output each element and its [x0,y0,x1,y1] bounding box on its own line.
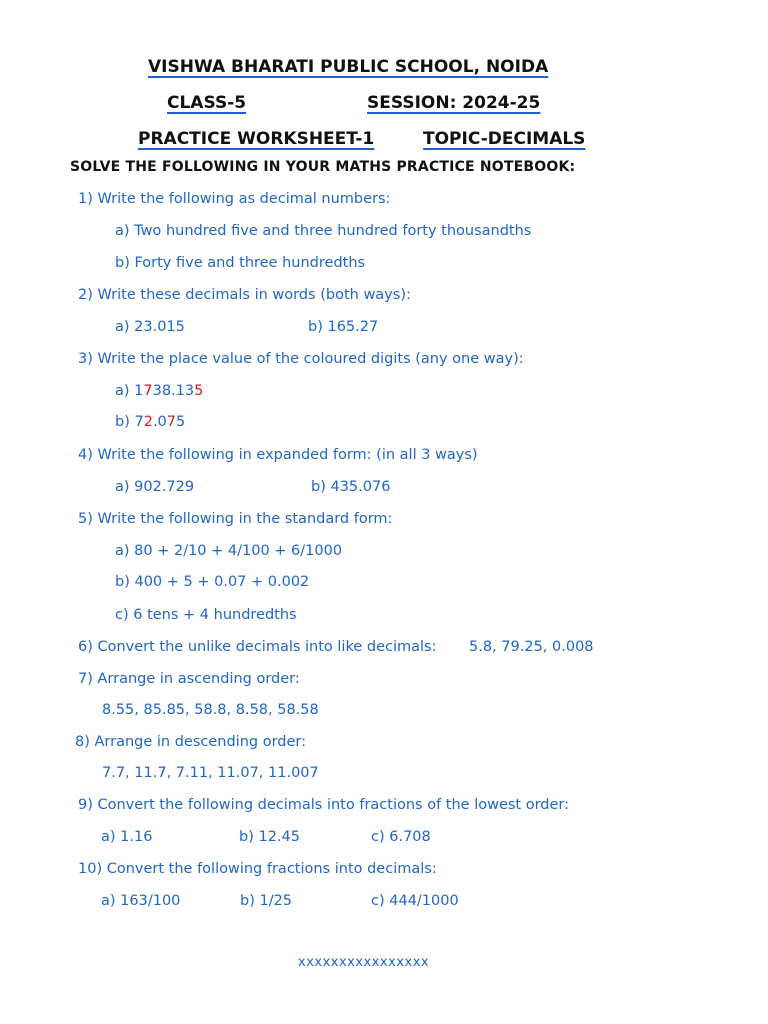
digit: 7 [134,414,144,430]
question-5: 5) Write the following in the standard form: [78,511,393,527]
school-name: VISHWA BHARATI PUBLIC SCHOOL, NOIDA [148,57,549,77]
question-4a: a) 902.729 [115,479,195,495]
question-3: 3) Write the place value of the coloured digits (any one way): [78,351,524,367]
question-2: 2) Write these decimals in words (both ways): [78,287,411,303]
question-3a [115,383,203,399]
digit: 38.13 [152,383,195,399]
question-6-values: 5.8, 79.25, 0.008 [469,639,594,655]
topic-title: TOPIC-DECIMALS [423,129,586,149]
digit: .0 [152,414,167,430]
question-9: 9) Convert the following decimals into fractions of the lowest order: [78,797,570,813]
question-1: 1) Write the following as decimal numbers: [78,191,391,207]
question-10b: b) 1/25 [240,893,293,909]
worksheet-title: PRACTICE WORKSHEET-1 [138,129,375,149]
question-1b: b) Forty five and three hundredths [115,255,366,271]
question-10c: c) 444/1000 [371,893,459,909]
question-4: 4) Write the following in expanded form: (in all 3 ways) [78,447,478,463]
question-3a-label: a) [115,383,135,399]
class-label: CLASS-5 [167,93,247,113]
question-5a: a) 80 + 2/10 + 4/100 + 6/1000 [115,543,343,559]
question-2b: b) 165.27 [308,319,379,335]
coloured-digit: 7 [166,414,177,430]
question-2a: a) 23.015 [115,319,185,335]
coloured-digit: 7 [143,383,153,399]
question-7-values: 8.55, 85.85, 58.8, 8.58, 58.58 [102,702,319,718]
question-9a: a) 1.16 [101,829,153,845]
question-10: 10) Convert the following fractions into decimals: [78,861,437,877]
digit: 5 [176,414,186,430]
question-9c: c) 6.708 [371,829,431,845]
digit: 1 [134,383,144,399]
question-8-values: 7.7, 11.7, 7.11, 11.07, 11.007 [102,765,319,781]
coloured-digit: 2 [143,414,153,430]
instruction: SOLVE THE FOLLOWING IN YOUR MATHS PRACTICE NOTEBOOK: [70,159,576,175]
question-10a: a) 163/100 [101,893,181,909]
question-1a: a) Two hundred five and three hundred forty thousandths [115,223,532,239]
question-7: 7) Arrange in ascending order: [78,671,300,687]
session-label: SESSION: 2024-25 [367,93,541,113]
question-5b: b) 400 + 5 + 0.07 + 0.002 [115,574,310,590]
footer-separator: xxxxxxxxxxxxxxxx [298,955,430,970]
question-6: 6) Convert the unlike decimals into like decimals: [78,639,437,655]
question-9b: b) 12.45 [239,829,300,845]
question-3b-label: b) [115,414,135,430]
question-3b [115,414,185,430]
question-8: 8) Arrange in descending order: [75,734,307,750]
coloured-digit: 5 [194,383,204,399]
question-4b: b) 435.076 [311,479,391,495]
question-5c: c) 6 tens + 4 hundredths [115,607,297,623]
